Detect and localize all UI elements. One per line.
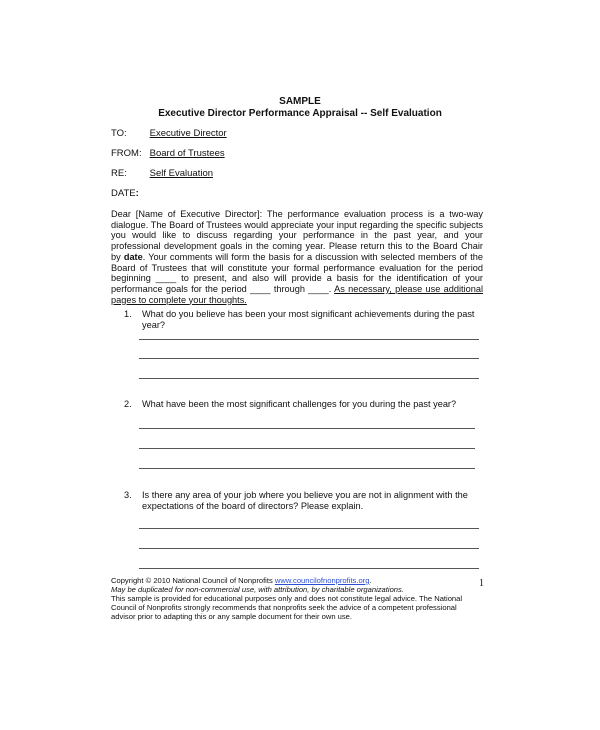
footer-disclaimer: This sample is provided for educational purposes only and does not constitute legal advice. The National Council of Nonprofits strongly recommends that nonprofits seek the advice of a competent professional advisor prior to adapting this or any sample document for their own use. <box>111 594 463 621</box>
memo-re-label: RE: <box>111 168 127 179</box>
sample-heading: SAMPLE <box>279 96 321 107</box>
footer-link-period: . <box>369 576 372 585</box>
memo-to-label: TO: <box>111 128 127 139</box>
answer-line[interactable] <box>139 378 479 379</box>
footer-duplication-text: May be duplicated for non-commercial use, with attribution, by charitable organizations. <box>111 585 404 594</box>
letter-note: As necessary, please use additional pages to complete your thoughts. <box>111 283 483 305</box>
footer-copyright-text: Copyright © 2010 National Council of Nonprofits <box>111 576 275 585</box>
answer-line[interactable] <box>139 358 479 359</box>
memo-re-value: Self Evaluation <box>149 168 214 179</box>
memo-from-value: Board of Trustees <box>149 148 225 159</box>
letter-part-2: . Your comments will form the basis for a discussion with selected members of the Board of Trustees that will constitute your formal performance evaluation for the period beginning ____ to present, and also will provide a basis for the identification of your performance goals for the period ____ through ____. <box>111 251 483 294</box>
page-number: 1 <box>479 578 484 589</box>
memo-to <box>111 128 227 139</box>
answer-line[interactable] <box>139 468 475 469</box>
memo-date-label: DATE <box>111 188 136 199</box>
answer-line[interactable] <box>139 568 479 569</box>
answer-line[interactable] <box>139 528 479 529</box>
footer-link[interactable]: www.councilofnonprofits.org <box>274 576 370 585</box>
answer-line[interactable] <box>139 448 475 449</box>
question-1-text: What do you believe has been your most significant achievements during the past year? <box>142 309 475 330</box>
letter-date-word: date <box>123 251 143 262</box>
memo-from-label: FROM: <box>111 148 142 159</box>
question-3-number: 3. <box>124 490 132 500</box>
memo-to-value: Executive Director <box>149 128 227 139</box>
letter-body <box>111 209 483 305</box>
memo-re <box>111 168 213 179</box>
document-title: Executive Director Performance Appraisal -- Self Evaluation <box>158 108 442 119</box>
question-1-number: 1. <box>124 309 132 319</box>
question-2-text: What have been the most significant challenges for you during the past year? <box>142 399 457 409</box>
memo-date <box>111 188 139 199</box>
footer-duplication <box>111 585 404 594</box>
letter-part-1: Dear [Name of Executive Director]: The performance evaluation process is a two-way dialogue. The Board of Trustees would appreciate your input regarding the specific subjects you would like to discuss regarding your performance in the past year, and your professional development goals in the coming year. Please return this to the Board Chair by <box>111 209 483 262</box>
memo-date-colon: : <box>135 188 139 199</box>
question-2-number: 2. <box>124 399 132 409</box>
footer-copyright <box>111 576 372 585</box>
answer-line[interactable] <box>139 339 479 340</box>
answer-line[interactable] <box>139 548 479 549</box>
question-3-text: Is there any area of your job where you believe you are not in alignment with the expectations of the board of directors? Please explain. <box>142 490 468 511</box>
answer-line[interactable] <box>139 428 475 429</box>
memo-from <box>111 148 225 159</box>
